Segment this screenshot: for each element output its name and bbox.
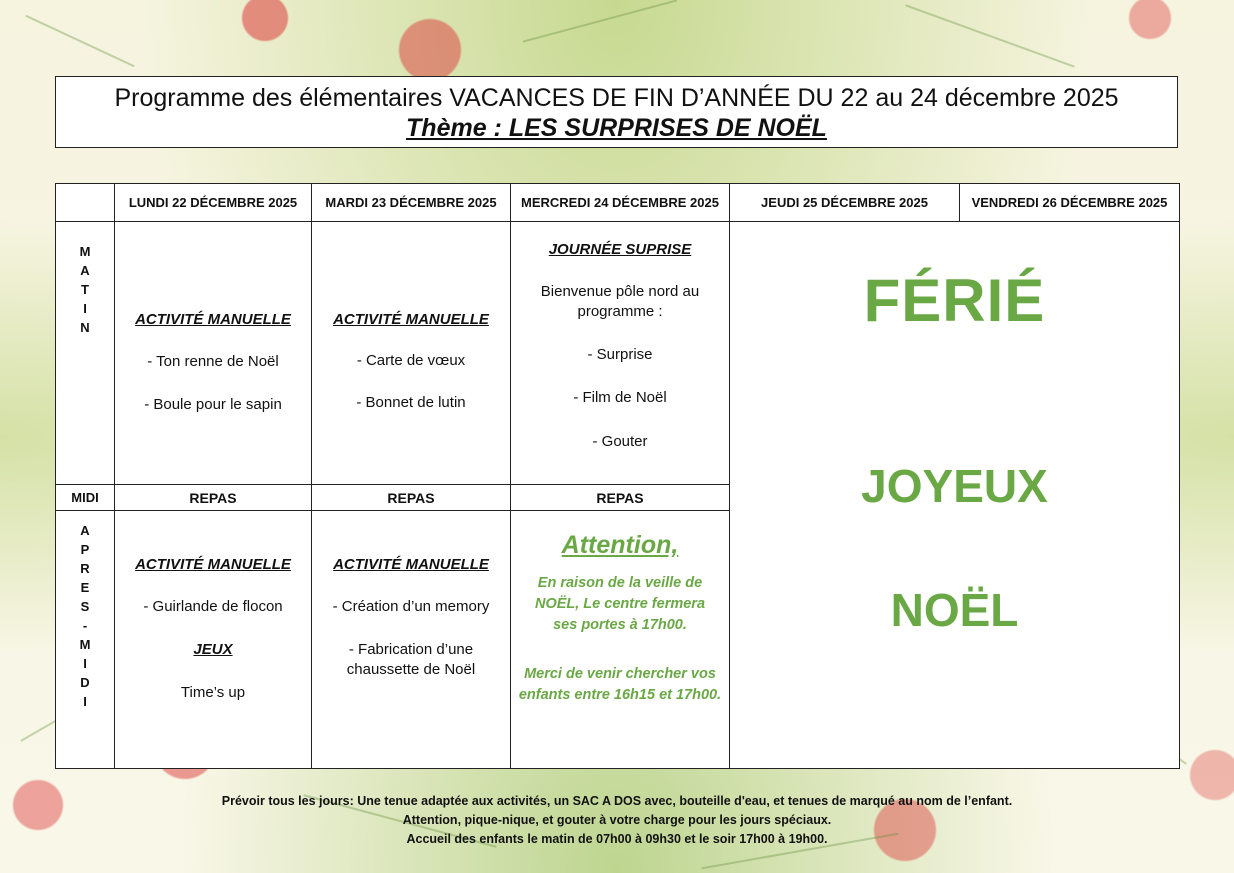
theme-title: Thème : LES SURPRISES DE NOËL — [406, 114, 827, 142]
repas-mardi: REPAS — [312, 485, 511, 511]
activity-title: ACTIVITÉ MANUELLE — [135, 556, 291, 573]
activity-item: - Carte de vœux — [356, 352, 466, 369]
joyeux-label: JOYEUX — [861, 460, 1048, 512]
day-header-mercredi: MERCREDI 24 DÉCEMBRE 2025 — [511, 184, 730, 222]
matin-mercredi: JOURNÉE SUPRISE Bienvenue pôle nord au programme : - Surprise - Film de Noël - Gouter — [511, 222, 730, 485]
footer-line: Prévoir tous les jours: Une tenue adaptée aux activités, un SAC A DOS avec, bouteille d'eau, et tenues de marqué au nom de l’enfant. — [221, 794, 1013, 808]
activity-title: ACTIVITÉ MANUELLE — [333, 311, 489, 328]
footer-notes — [0, 792, 1234, 849]
midi-label: MIDI — [56, 485, 115, 511]
activity-item: - Gouter — [592, 433, 648, 450]
repas-lundi: REPAS — [115, 485, 312, 511]
noel-label: NOËL — [890, 584, 1019, 636]
activity-item: - Bonnet de lutin — [356, 394, 466, 411]
day-header-mardi: MARDI 23 DÉCEMBRE 2025 — [312, 184, 511, 222]
activity-item: - Fabrication d’une — [348, 641, 474, 658]
activity-item: - Création d’un memory — [332, 598, 490, 615]
day-header-lundi: LUNDI 22 DÉCEMBRE 2025 — [115, 184, 312, 222]
day-header-jeudi: JEUDI 25 DÉCEMBRE 2025 — [730, 184, 960, 222]
closing-notice: En raison de la veille de NOËL, Le centre fermera ses portes à 17h00. — [534, 575, 706, 633]
activity-item: - Guirlande de flocon — [143, 598, 283, 615]
activity-item: - Surprise — [587, 346, 653, 363]
day-header-vendredi: VENDREDI 26 DÉCEMBRE 2025 — [960, 184, 1180, 222]
title-box — [55, 76, 1178, 148]
activity-item: - Film de Noël — [573, 389, 667, 406]
apres-midi-label: A P R E S - M I D I — [56, 511, 115, 769]
footer-line: Accueil des enfants le matin de 07h00 à 09h30 et le soir 17h00 à 19h00. — [406, 832, 828, 846]
ferie-block — [730, 222, 1180, 769]
apres-midi-mardi: ACTIVITÉ MANUELLE - Création d’un memory - Fabrication d’une chaussette de Noël — [312, 511, 511, 769]
apres-midi-mercredi — [511, 511, 730, 769]
ferie-label: FÉRIÉ — [863, 267, 1046, 334]
matin-label: M A T I N — [56, 222, 115, 485]
activity-item: - Boule pour le sapin — [144, 396, 282, 413]
matin-lundi — [115, 222, 312, 485]
apres-midi-lundi — [115, 511, 312, 769]
activity-title: ACTIVITÉ MANUELLE — [333, 556, 489, 573]
activity-title: ACTIVITÉ MANUELLE — [135, 311, 291, 328]
activity-title: JOURNÉE SUPRISE — [548, 241, 692, 258]
footer-line: Attention, pique-nique, et gouter à votre charge pour les jours spéciaux. — [402, 813, 832, 827]
repas-mercredi: REPAS — [511, 485, 730, 511]
pickup-notice: Merci de venir chercher vos enfants entre 16h15 et 17h00. — [518, 666, 722, 703]
attention-heading: Attention, — [561, 531, 679, 559]
activity-item: Time’s up — [180, 684, 246, 701]
schedule-table — [55, 183, 1180, 769]
activity-item: - Ton renne de Noël — [147, 353, 279, 370]
matin-mardi — [312, 222, 511, 485]
page-title: Programme des élémentaires VACANCES DE FIN D’ANNÉE DU 22 au 24 décembre 2025 — [114, 84, 1119, 112]
games-title: JEUX — [193, 641, 233, 658]
corner-cell — [56, 184, 115, 222]
